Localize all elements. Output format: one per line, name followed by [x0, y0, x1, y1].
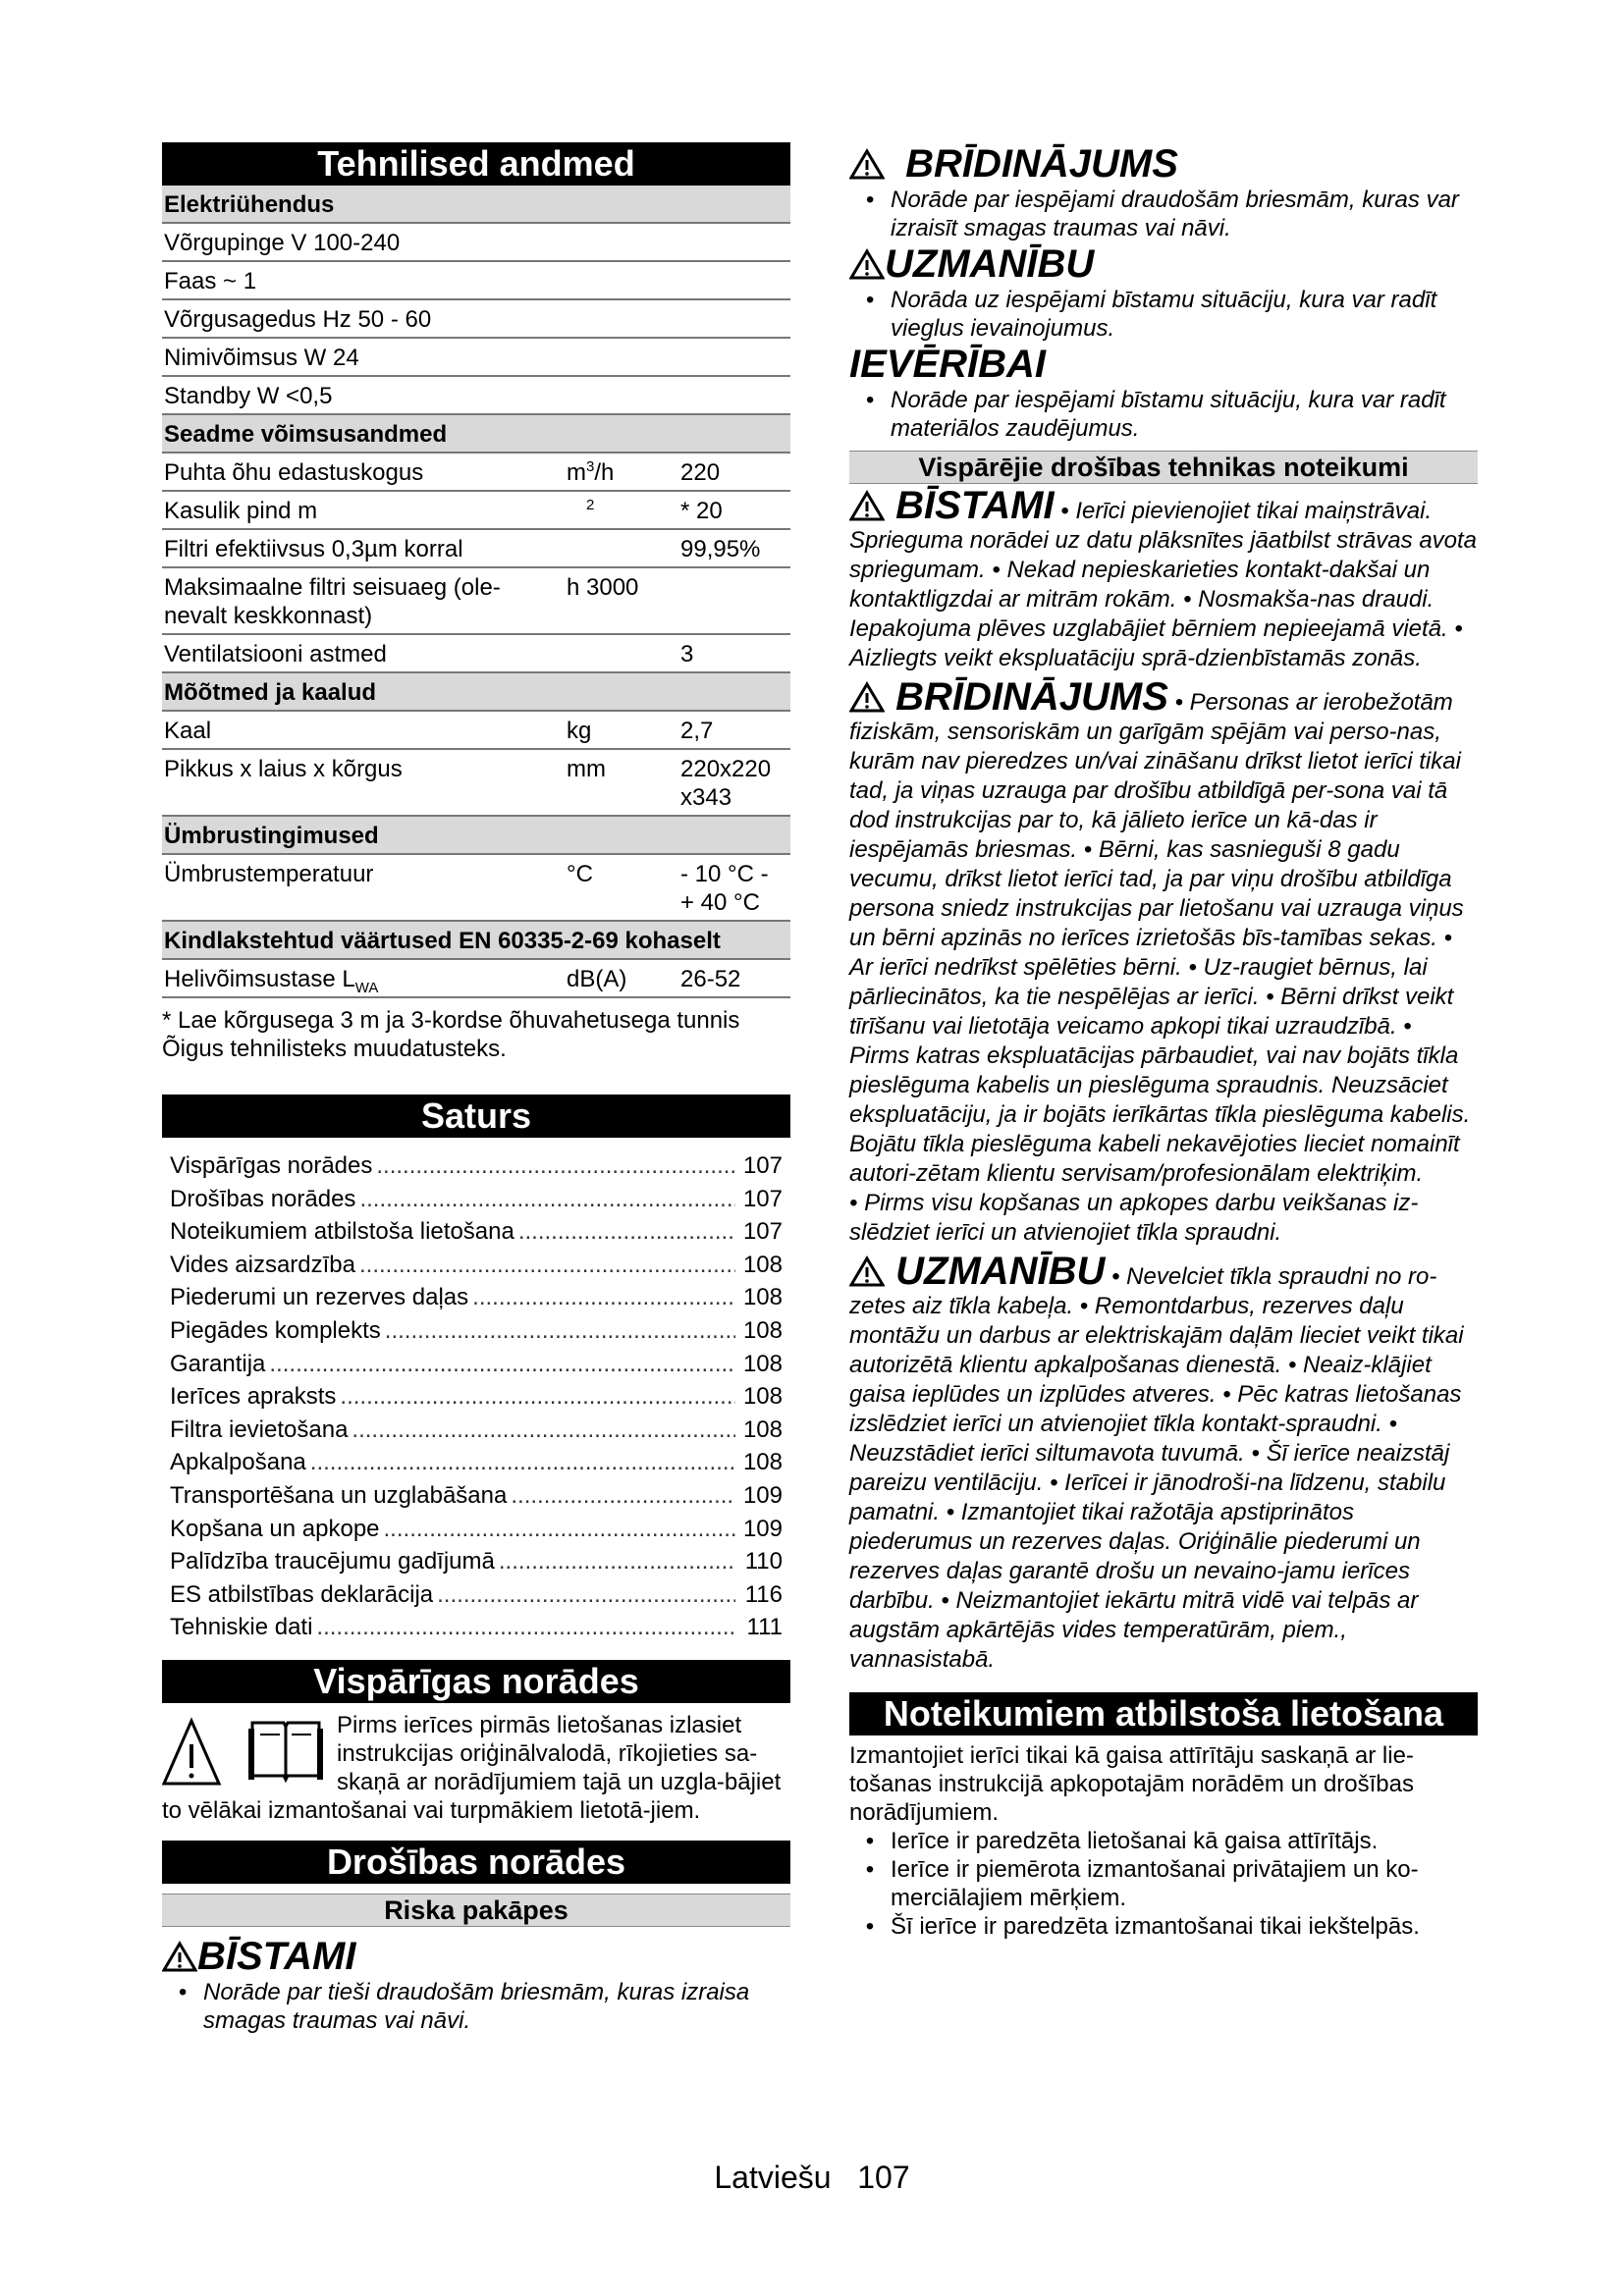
warning-icon: [849, 1255, 885, 1287]
left-column: [162, 142, 790, 2035]
table-row: Filtri efektiivsus 0,3µm korral 99,95%: [162, 529, 790, 567]
intended-use-text: Izmantojiet ierīci tikai kā gaisa attīrītāju saskaņā ar lie-tošanas instrukcijā apkopotajām norādēm un drošības norādījumiem.: [849, 1742, 1414, 1826]
toc-item[interactable]: Transportēšana un uzglabāšana ..... 109: [170, 1479, 783, 1513]
table-row: Ventilatsiooni astmed 3: [162, 634, 790, 672]
list-item: • Norāde par iespējami draudošām briesmām, kuras var izraisīt smagas traumas vai nāvi.: [865, 187, 1459, 241]
warning-icon: [849, 148, 885, 180]
footnote: * Lae kõrgusega 3 m ja 3-kordse õhuvahetusega tunnis Õigus tehnilisteks muudatusteks.: [162, 1007, 740, 1062]
table-row: Võrgupinge V 100-240: [162, 223, 790, 261]
toc-item[interactable]: Filtra ievietošana ..... 108: [170, 1414, 783, 1447]
warning-block: BRĪDINĀJUMS • Personas ar ierobežotām fiziskām, sensoriskām un garīgām spējām vai perso-nas, kurām nav pieredzes un/vai zināšanu drīkst lietot ierīci tikai tad, ja viņas uzrauga par drošību atbildīgā per-sona vai tā dod instrukcijas par to, kā jālieto ierīce un kā-das ir iespējamās briesmas. • Bērni, kas sasnieguši 8 gadu vecumu, drīkst lietot ierīci tad, ja par viņu drošību atbildīga persona sniedz instrukcijas par lietošanu vai uzrauga viņus un bērni apzinās no ierīces izrietošās bīs-tamības sekas. • Ar ierīci nedrīkst spēlēties bērni. • Uz-raugiet bērnus, lai pārliecinātos, ka tie nespēlējas ar ierīci. • Bērni drīkst veikt tīrīšanu vai lietotāja veicamo apkopi tikai uzraudzībā. • Pirms katras ekspluatācijas pārbaudiet, vai nav bojāts tīkla pieslēguma kabelis un pieslēguma spraudnis. Neuzsāciet ekspluatāciju, ja ir bojāts ierīkārtas tīkla pieslēguma kabelis. Bojātu tīkla pieslēguma kabeli nekavējoties lieciet nomainīt autori-zētam klientu servisam/profesionālam elektriķim. • Pirms visu kopšanas un apkopes darbu veikšanas iz-slēdziet ierīci un atvienojiet tīkla spraudni.: [849, 675, 1471, 1246]
toc-item[interactable]: Vispārīgas norādes ..... 107: [170, 1149, 783, 1183]
table-of-contents: [162, 1149, 790, 1644]
general-notes: Pirms ierīces pirmās lietošanas izlasiet instrukcijas oriģinālvalodā, rīkojieties sa-skaņā ar norādījumiem tajā un uzgla-bājiet to vēlākai izmantošanai vai turpmākiem lietotā-jiem.: [162, 1711, 782, 1824]
table-row: Standby W <0,5: [162, 376, 790, 414]
list-item: • Ierīce ir paredzēta lietošanai kā gaisa attīrītājs.: [865, 1828, 1379, 1854]
notice-heading: IEVĒRĪBAI: [849, 343, 1047, 386]
danger-block: BĪSTAMI • Ierīci pievienojiet tikai maiņstrāvai. Sprieguma norādei uz datu plāksnītes jāatbilst strāvas avota spriegumam. • Nekad nepieskarieties kontakt-dakšai un kontaktligzdai ar mitrām rokām. • Nosmakša-nas draudi. Iepakojuma plēves uzglabājiet bērniem nepieejamā vietā. • Aizliegts veikt ekspluatāciju sprā-dzienbīstamās zonās.: [849, 484, 1478, 671]
warning-icon: [849, 681, 885, 713]
list-item: • Ierīce ir piemērota izmantošanai privātajiem un ko-merciālajiem mērķiem.: [865, 1856, 1419, 1911]
table-row: Helivõimsustase $L_{WA}$ dB(A) 26-52: [162, 959, 790, 997]
tech-data-table: [162, 186, 790, 998]
toc-item[interactable]: Apkalpošana ..... 108: [170, 1446, 783, 1479]
table-row: Kaal kg 2,7: [162, 711, 790, 749]
table-row: Maksimaalne filtri seisuaeg (ole-nevalt keskkonnast) h 3000: [162, 567, 790, 634]
toc-item[interactable]: Piegādes komplekts ..... 108: [170, 1314, 783, 1348]
section-header: Kindlakstehtud väärtused EN 60335-2-69 kohaselt: [162, 921, 790, 959]
toc-item[interactable]: Drošības norādes ..... 107: [170, 1183, 783, 1216]
table-row: Ümbrustemperatuur °C - 10 °C - + 40 °C: [162, 854, 790, 921]
danger-heading: BĪSTAMI: [162, 1935, 790, 1978]
toc-item[interactable]: Ierīces apraksts ..... 108: [170, 1380, 783, 1414]
toc-title: Saturs: [162, 1095, 790, 1138]
toc-item[interactable]: Piederumi un rezerves daļas ..... 108: [170, 1281, 783, 1314]
toc-item[interactable]: Vides aizsardzība ..... 108: [170, 1249, 783, 1282]
page-number: 107: [857, 2160, 910, 2195]
toc-item[interactable]: Kopšana un apkope ..... 109: [170, 1513, 783, 1546]
table-row: Puhta õhu edastuskogus $m^3/h$ 220: [162, 453, 790, 491]
tech-data-title: Tehnilised andmed: [162, 142, 790, 186]
caution-block: UZMANĪBU • Nevelciet tīkla spraudni no ro-zetes aiz tīkla kabeļa. • Remontdarbus, rezerves daļu montāžu un darbus ar elektriskajām daļām lieciet veikt tikai autorizētā klientu apkalpošanas dienestā. • Neaiz-klājiet gaisa ieplūdes un izplūdes atveres. • Pēc katras lietošanas izslēdziet ierīci un atvienojiet tīkla kontakt-spraudni. • Neuzstādiet ierīci siltumavota tuvumā. • Šī ierīce neaizstāj pareizu ventilāciju. • Ierīcei ir jānodroši-na līdzenu, stabilu pamatni. • Izmantojiet tikai ražotāja apstiprinātos piederumus un rezerves daļas. Oriģinālie piederumi un rezerves daļas garantē drošu un nevaino-jamu ierīces darbību. • Neizmantojiet iekārtu mitrā vidē vai telpās ar augstām apkārtējās vides temperatūrām, piem., vannasistabā.: [849, 1250, 1464, 1673]
toc-item[interactable]: ES atbilstības deklarācija ..... 116: [170, 1578, 783, 1612]
section-header: Ümbrustingimused: [162, 816, 790, 854]
manual-book-icon: [246, 1715, 325, 1788]
warning-icon: [162, 1941, 197, 1972]
list-item: • Norāde par tieši draudošām briesmām, kuras izraisa smagas traumas vai nāvi.: [178, 1978, 750, 2034]
table-row: Võrgusagedus Hz 50 - 60: [162, 299, 790, 338]
page-footer: Latviešu 107: [714, 2160, 910, 2195]
right-column: [849, 142, 1478, 1941]
list-item: • Norāde par iespējami bīstamu situāciju, kura var radīt materiālos zaudējumus.: [865, 387, 1446, 442]
warning-icon: [849, 490, 885, 521]
list-item: • Norāda uz iespējami bīstamu situāciju, kura var radīt vieglus ievainojumus.: [865, 287, 1437, 342]
section-header: Seadme võimsusandmed: [162, 414, 790, 453]
toc-item[interactable]: Noteikumiem atbilstoša lietošana ..... 107: [170, 1215, 783, 1249]
caution-heading: UZMANĪBU: [849, 242, 1478, 286]
general-safety-title: Vispārējie drošības tehnikas noteikumi: [849, 451, 1478, 484]
safety-notes-title: Drošības norādes: [162, 1841, 790, 1884]
section-header: Elektriühendus: [162, 186, 790, 223]
general-notes-title: Vispārīgas norādes: [162, 1660, 790, 1703]
table-row: Pikkus x laius x kõrgus mm 220x220 x343: [162, 749, 790, 816]
list-item: • Šī ierīce ir paredzēta izmantošanai tikai iekštelpās.: [865, 1913, 1420, 1940]
toc-item[interactable]: Tehniskie dati ..... 111: [170, 1611, 783, 1644]
warning-icon: [849, 248, 885, 280]
intended-use-title: Noteikumiem atbilstoša lietošana: [849, 1692, 1478, 1735]
toc-item[interactable]: Garantija ..... 108: [170, 1348, 783, 1381]
section-header: Mõõtmed ja kaalud: [162, 672, 790, 711]
table-row: Faas ~ 1: [162, 261, 790, 299]
table-row: Kasulik pind m $^2$ * 20: [162, 491, 790, 529]
risk-levels-title: Riska pakāpes: [162, 1894, 790, 1927]
table-row: Nimivõimsus W 24: [162, 338, 790, 376]
warning-heading: BRĪDINĀJUMS: [849, 142, 1478, 186]
toc-item[interactable]: Palīdzība traucējumu gadījumā ..... 110: [170, 1545, 783, 1578]
